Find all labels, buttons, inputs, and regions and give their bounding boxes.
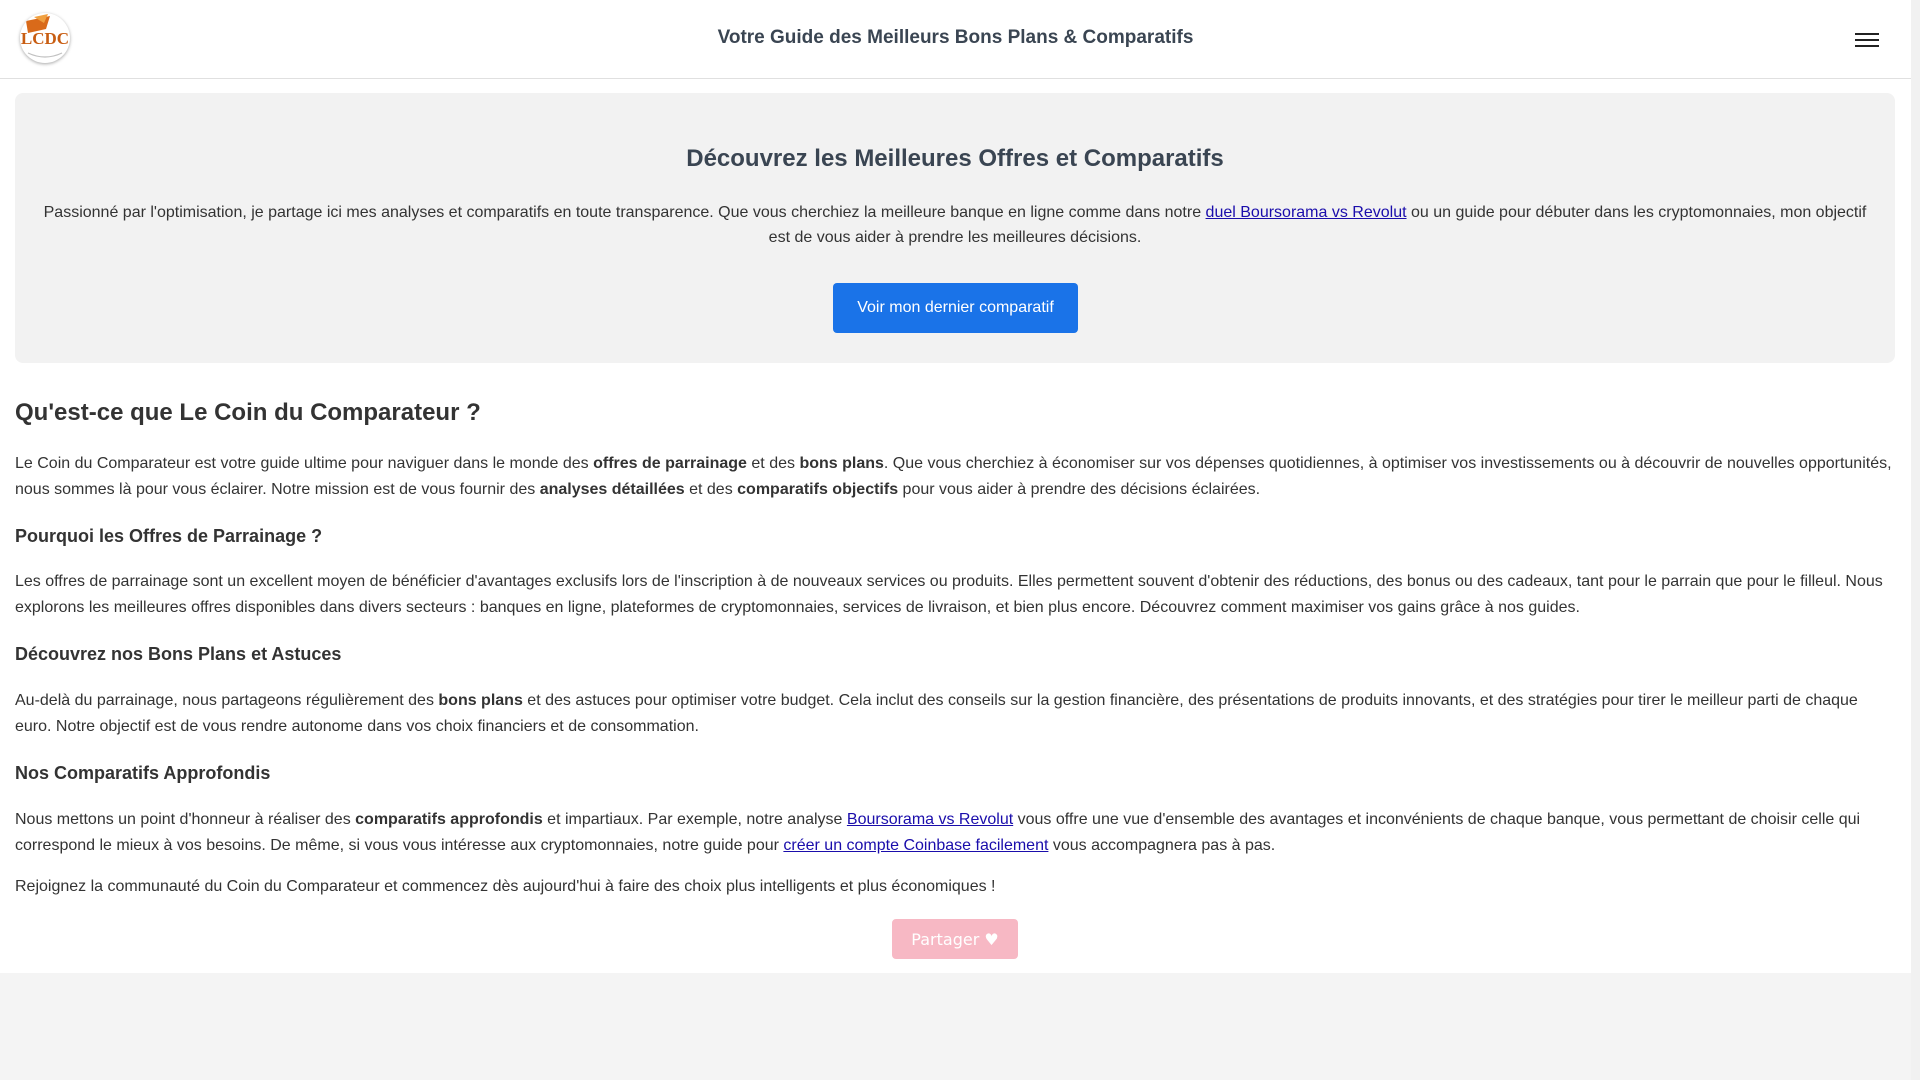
share-label: Partager	[911, 929, 980, 949]
hero-link-boursorama-revolut[interactable]: duel Boursorama vs Revolut	[1205, 204, 1407, 221]
section-text-comparatifs: Nous mettons un point d'honneur à réaliser des comparatifs approfondis et impartiaux. Par exemple, notre analyse Boursorama vs Revolut vous offre une vue d'ensemble des avantages et inconvénients de chaque banque, vous permettant de choisir celle qui correspond le mieux à vos besoins. De même, si vous vous intéresse aux cryptomonnaies, notre guide pour créer un compte Coinbase facilement vous accompagnera pas à pas.	[15, 811, 1861, 854]
logo-text: LCDC	[20, 29, 70, 48]
section-title-comparatifs: Nos Comparatifs Approfondis	[15, 763, 271, 783]
hamburger-menu-icon[interactable]	[1855, 30, 1879, 48]
latest-comparison-button[interactable]: Voir mon dernier comparatif	[833, 283, 1078, 333]
intro-paragraph: Le Coin du Comparateur est votre guide ultime pour naviguer dans le monde des offres de parrainage et des bons plans. Que vous cherchiez à économiser sur vos dépenses quotidiennes, à optimiser vos investissements ou à découvrir de nouvelles opportunités, nous sommes là pour vous éclairer. Notre mission est de vous fournir des analyses détaillées et des comparatifs objectifs pour vous aider à prendre des décisions éclairées.	[15, 455, 1892, 498]
share-button[interactable]	[892, 919, 1018, 959]
footer-area	[0, 973, 1911, 1080]
hero-title: Découvrez les Meilleures Offres et Comparatifs	[686, 145, 1224, 172]
closing-paragraph: Rejoignez la communauté du Coin du Comparateur et commencez dès aujourd'hui à faire des choix plus intelligents et plus économiques !	[15, 878, 996, 895]
section-title-parrainage: Pourquoi les Offres de Parrainage ?	[15, 526, 323, 546]
site-title: Votre Guide des Meilleurs Bons Plans & Comparatifs	[717, 27, 1194, 48]
section-text-bons-plans: Au-delà du parrainage, nous partageons régulièrement des bons plans et des astuces pour optimiser votre budget. Cela inclut des conseils sur la gestion financière, des présentations de produits innovants, et des stratégies pour tirer le meilleur parti de chaque euro. Notre objectif est de vous rendre autonome dans vos choix financiers et de consommation.	[15, 692, 1858, 735]
hero-text: Passionné par l'optimisation, je partage ici mes analyses et comparatifs en toute transparence. Que vous cherchiez la meilleure banque en ligne comme dans notre duel Boursorama vs Revolut ou un guide pour débuter dans les cryptomonnaies, mon objectif est de vous aider à prendre les meilleures décisions.	[43, 204, 1867, 246]
link-coinbase-guide[interactable]: créer un compte Coinbase facilement	[783, 836, 1049, 854]
vertical-scrollbar[interactable]	[1911, 0, 1920, 1080]
heart-icon: ♥	[984, 929, 999, 949]
section-text-parrainage: Les offres de parrainage sont un excellent moyen de bénéficier d'avantages exclusifs lors de l'inscription à de nouveaux services ou produits. Elles permettent souvent d'obtenir des réductions, des bonus ou des cadeaux, tant pour le parrain que pour le filleul. Nous explorons les meilleures offres disponibles dans divers secteurs : banques en ligne, plateformes de cryptomonnaies, services de livraison, et bien plus encore. Découvrez comment maximiser vos gains grâce à nos guides.	[15, 573, 1883, 616]
link-boursorama-revolut[interactable]: Boursorama vs Revolut	[846, 811, 1014, 828]
main-heading: Qu'est-ce que Le Coin du Comparateur ?	[15, 399, 481, 426]
hero-banner	[15, 93, 1895, 363]
top-bar	[0, 0, 1911, 79]
section-title-bons-plans: Découvrez nos Bons Plans et Astuces	[15, 644, 342, 664]
